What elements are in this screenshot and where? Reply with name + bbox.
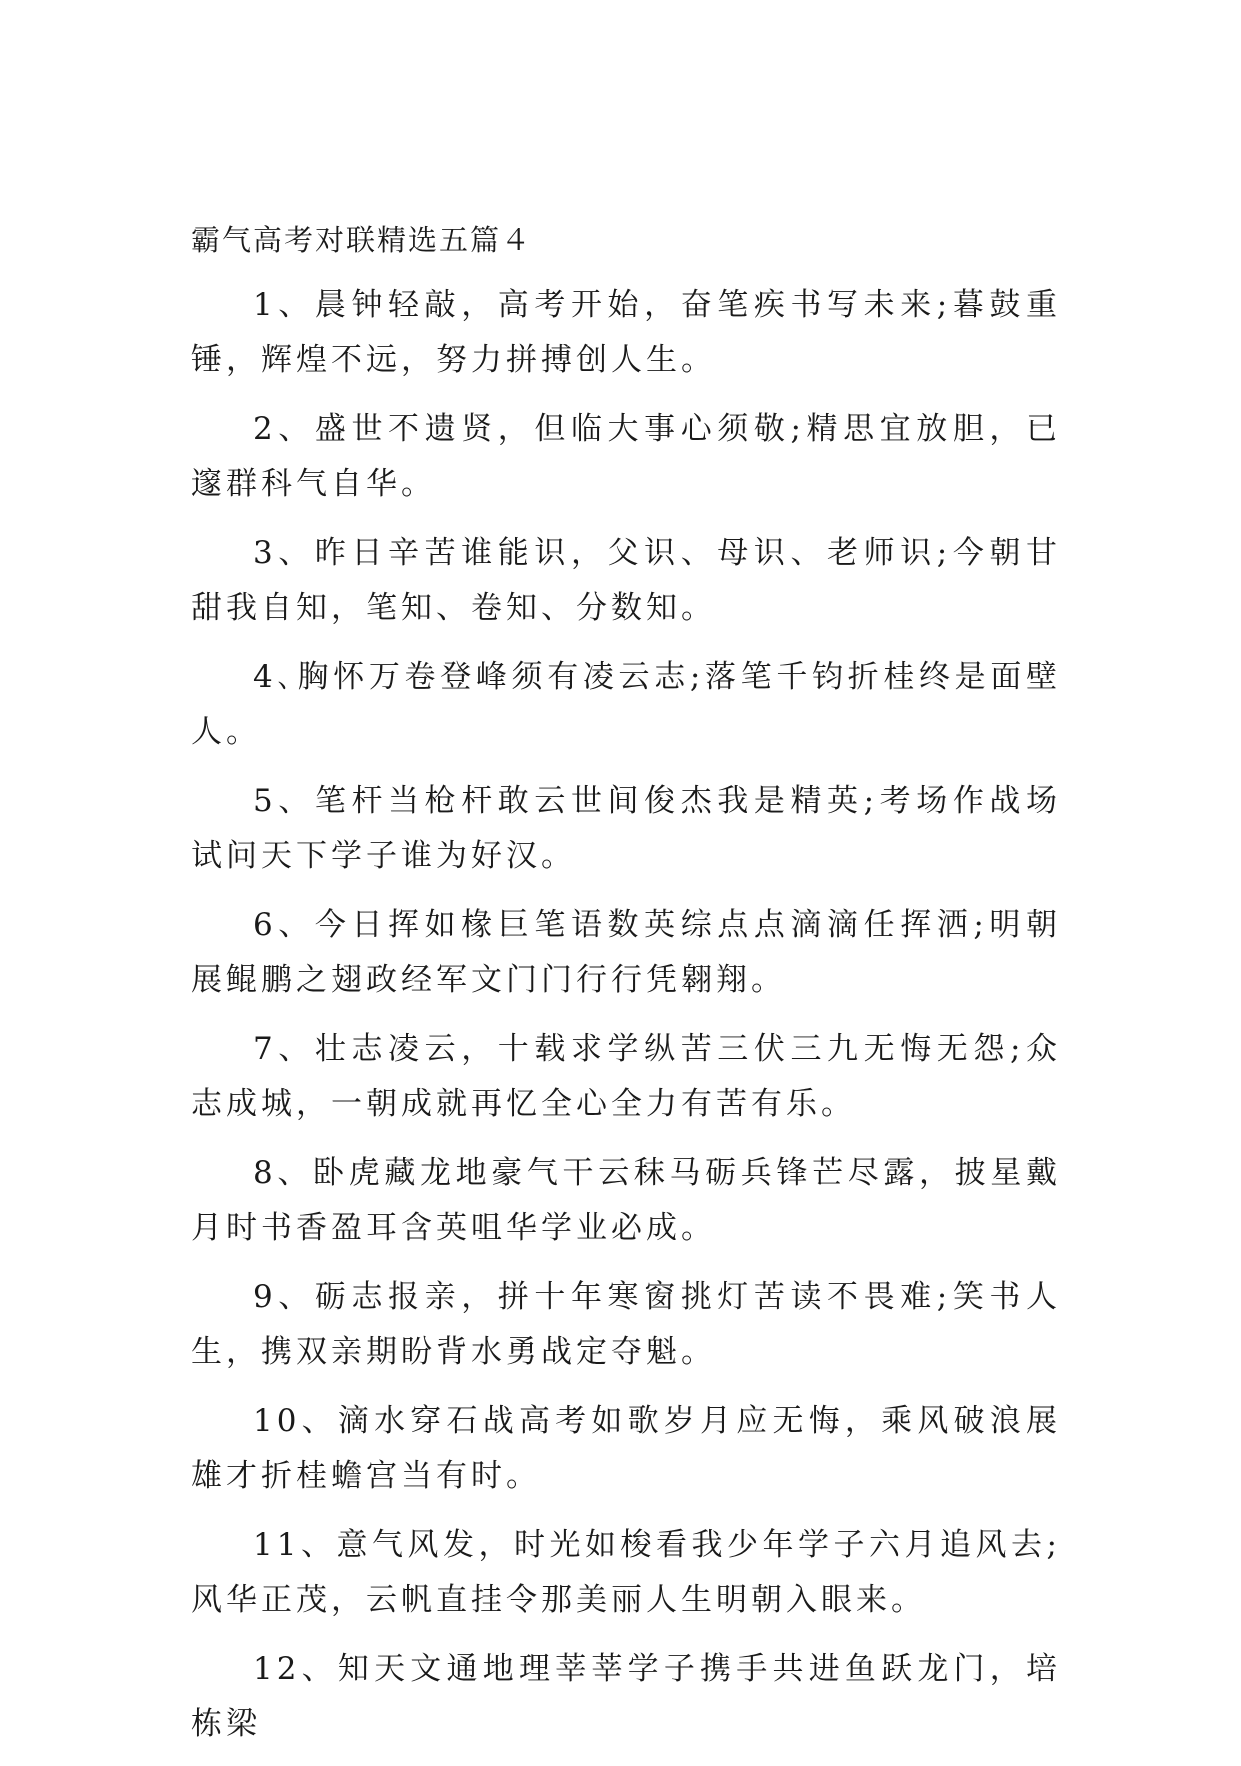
couplet-paragraph-10: 10、滴水穿石战高考如歌岁月应无悔，乘风破浪展雄才折桂蟾宫当有时。 <box>191 1403 1061 1494</box>
couplet-paragraph-2: 2、盛世不遗贤，但临大事心须敬;精思宜放胆，已邃群科气自华。 <box>191 411 1061 502</box>
couplet-paragraph-11: 11、意气风发，时光如梭看我少年学子六月追风去;风华正茂，云帆直挂令那美丽人生明朝入眼来。 <box>191 1527 1061 1618</box>
document-title: 霸气高考对联精选五篇４ <box>191 223 533 257</box>
couplet-paragraph-8: 8、卧虎藏龙地豪气干云秣马砺兵锋芒尽露，披星戴月时书香盈耳含英咀华学业必成。 <box>191 1155 1061 1246</box>
couplet-paragraph-9: 9、砺志报亲，拼十年寒窗挑灯苦读不畏难;笑书人生，携双亲期盼背水勇战定夺魁。 <box>191 1279 1061 1370</box>
couplet-paragraph-12: 12、知天文通地理莘莘学子携手共进鱼跃龙门，培栋梁 <box>191 1651 1061 1742</box>
couplet-paragraph-6: 6、今日挥如椽巨笔语数英综点点滴滴任挥洒;明朝展鲲鹏之翅政经军文门门行行凭翱翔。 <box>191 907 1061 998</box>
document-body <box>191 218 1061 1766</box>
couplet-paragraph-1: 1、晨钟轻敲，高考开始，奋笔疾书写未来;暮鼓重锤，辉煌不远，努力拼搏创人生。 <box>191 287 1061 378</box>
couplet-paragraph-3: 3、昨日辛苦谁能识，父识、母识、老师识;今朝甘甜我自知，笔知、卷知、分数知。 <box>191 535 1061 626</box>
couplet-paragraph-7: 7、壮志凌云，十载求学纵苦三伏三九无悔无怨;众志成城，一朝成就再忆全心全力有苦有乐。 <box>191 1031 1061 1122</box>
couplet-paragraph-4: 4､胸怀万卷登峰须有凌云志;落笔千钧折桂终是面壁人。 <box>191 659 1061 750</box>
couplet-paragraph-5: 5、笔杆当枪杆敢云世间俊杰我是精英;考场作战场试问天下学子谁为好汉。 <box>191 783 1061 874</box>
